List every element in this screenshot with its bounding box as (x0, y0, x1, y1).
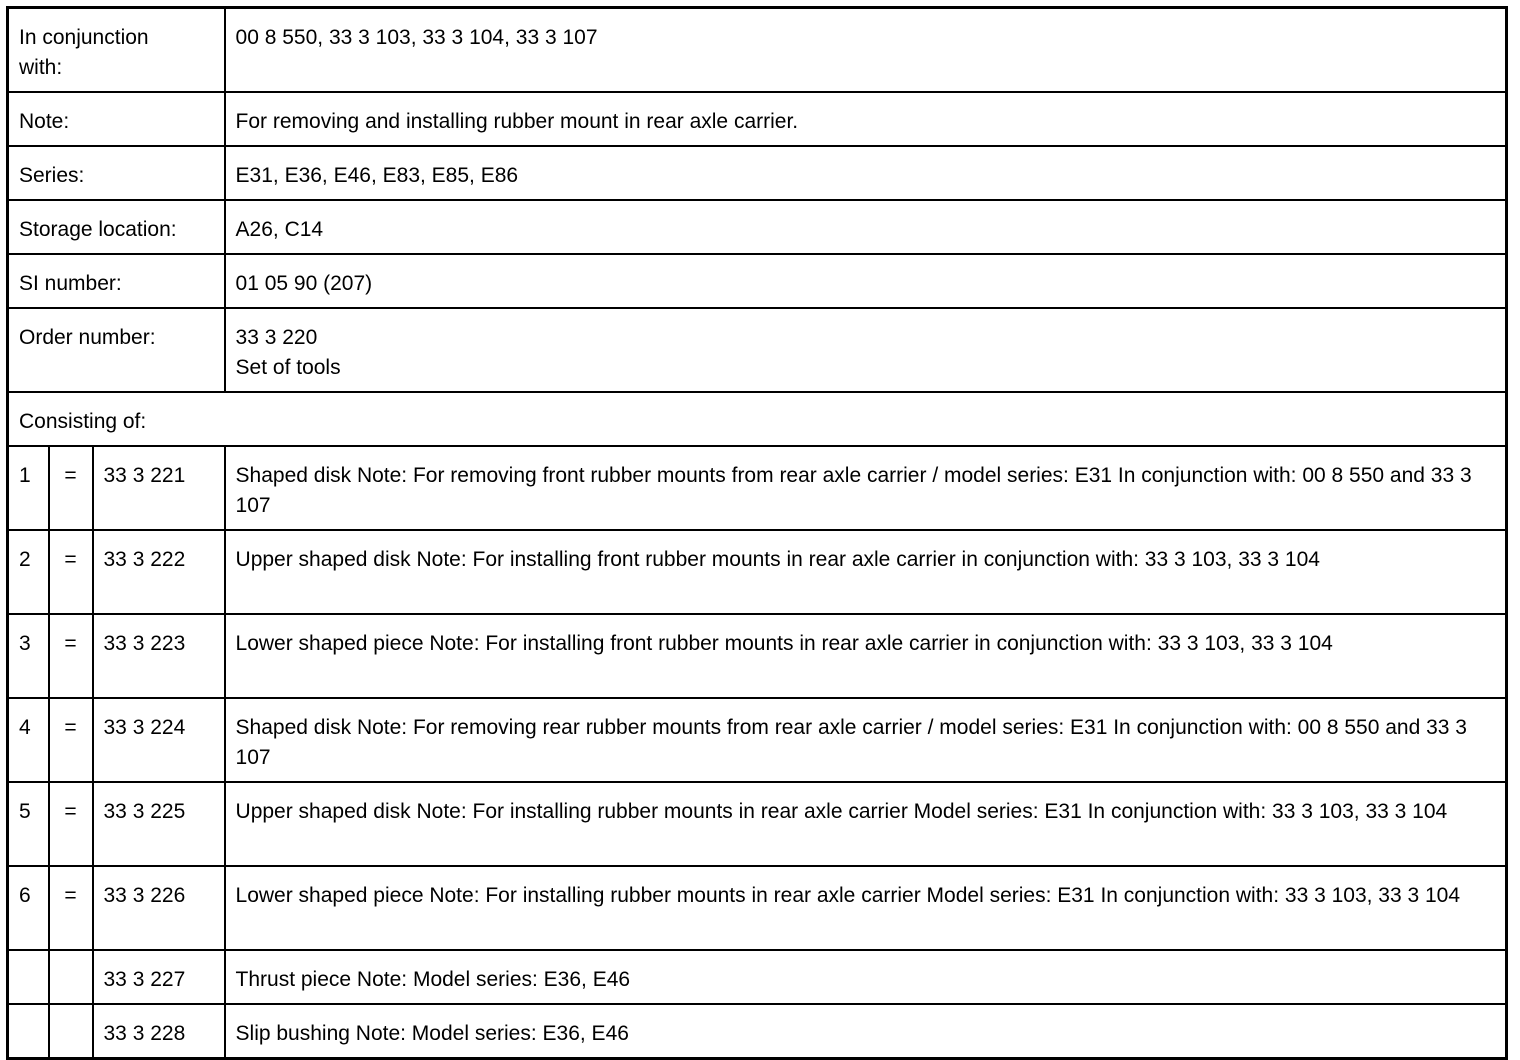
item-description: Upper shaped disk Note: For installing rubber mounts in rear axle carrier Model series: E31 In conjunction with: 33 3 103, 33 3 104 (225, 782, 1507, 866)
tool-spec-table (6, 6, 1508, 1060)
item-number: 2 (8, 530, 49, 614)
item-equals: = (49, 446, 93, 530)
table-row (8, 1004, 1507, 1059)
in-conjunction-value: 00 8 550, 33 3 103, 33 3 104, 33 3 107 (225, 8, 1507, 93)
table-row (8, 950, 1507, 1004)
item-equals (49, 1004, 93, 1059)
item-number: 3 (8, 614, 49, 698)
item-equals (49, 950, 93, 1004)
item-equals: = (49, 614, 93, 698)
storage-location-value: A26, C14 (225, 200, 1507, 254)
table-row (8, 782, 1507, 866)
table-row (8, 8, 1507, 93)
si-number-label: SI number: (8, 254, 225, 308)
table-row (8, 530, 1507, 614)
consisting-of-heading: Consisting of: (8, 392, 1507, 446)
table-row (8, 614, 1507, 698)
table-row (8, 308, 1507, 392)
table-row (8, 866, 1507, 950)
item-description: Lower shaped piece Note: For installing rubber mounts in rear axle carrier Model series: E31 In conjunction with: 33 3 103, 33 3 104 (225, 866, 1507, 950)
table-row (8, 254, 1507, 308)
series-value: E31, E36, E46, E83, E85, E86 (225, 146, 1507, 200)
item-number: 1 (8, 446, 49, 530)
item-equals: = (49, 782, 93, 866)
item-equals: = (49, 530, 93, 614)
item-part-number: 33 3 221 (93, 446, 225, 530)
table-row (8, 446, 1507, 530)
item-equals: = (49, 866, 93, 950)
item-part-number: 33 3 222 (93, 530, 225, 614)
item-description: Slip bushing Note: Model series: E36, E46 (225, 1004, 1507, 1059)
order-number-value: 33 3 220 Set of tools (225, 308, 1507, 392)
storage-location-label: Storage location: (8, 200, 225, 254)
series-label: Series: (8, 146, 225, 200)
item-number (8, 950, 49, 1004)
item-part-number: 33 3 223 (93, 614, 225, 698)
table-row (8, 392, 1507, 446)
item-description: Shaped disk Note: For removing front rubber mounts from rear axle carrier / model series: E31 In conjunction with: 00 8 550 and 33 3 107 (225, 446, 1507, 530)
note-label: Note: (8, 92, 225, 146)
table-row (8, 698, 1507, 782)
note-value: For removing and installing rubber mount in rear axle carrier. (225, 92, 1507, 146)
item-description: Thrust piece Note: Model series: E36, E46 (225, 950, 1507, 1004)
item-part-number: 33 3 228 (93, 1004, 225, 1059)
item-part-number: 33 3 226 (93, 866, 225, 950)
item-number: 6 (8, 866, 49, 950)
item-equals: = (49, 698, 93, 782)
item-number: 4 (8, 698, 49, 782)
order-number-label: Order number: (8, 308, 225, 392)
item-number: 5 (8, 782, 49, 866)
item-description: Upper shaped disk Note: For installing front rubber mounts in rear axle carrier in conjunction with: 33 3 103, 33 3 104 (225, 530, 1507, 614)
item-part-number: 33 3 227 (93, 950, 225, 1004)
item-part-number: 33 3 225 (93, 782, 225, 866)
item-number (8, 1004, 49, 1059)
item-part-number: 33 3 224 (93, 698, 225, 782)
table-row (8, 200, 1507, 254)
in-conjunction-label: In conjunction with: (8, 8, 225, 93)
item-description: Shaped disk Note: For removing rear rubber mounts from rear axle carrier / model series: E31 In conjunction with: 00 8 550 and 33 3 107 (225, 698, 1507, 782)
table-row (8, 146, 1507, 200)
table-row (8, 92, 1507, 146)
item-description: Lower shaped piece Note: For installing front rubber mounts in rear axle carrier in conjunction with: 33 3 103, 33 3 104 (225, 614, 1507, 698)
si-number-value: 01 05 90 (207) (225, 254, 1507, 308)
